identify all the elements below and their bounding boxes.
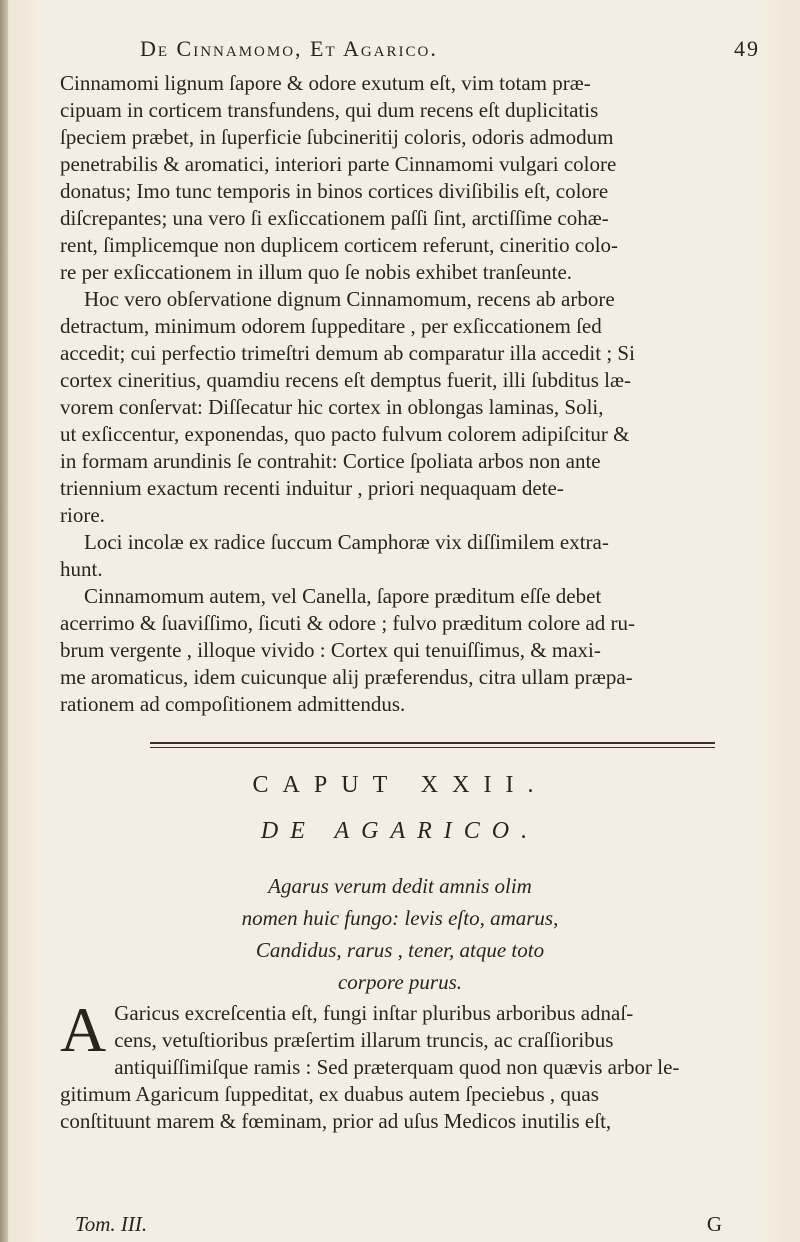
section-divider [150,742,715,748]
text-line: cens, vetuſtioribus præſertim illarum truncis, ac craſſioribus [114,1028,614,1052]
text-line: rationem ad compoſitionem admittendus. [60,692,406,716]
chapter-text [60,994,760,1135]
text-line: brum vergente , illoque vivido : Cortex qui tenuiſſimus, & maxi- [60,638,601,662]
main-text [60,70,760,718]
verse-line: nomen huic fungo: levis eſto, amarus, [241,906,559,930]
page-footer [75,1212,722,1236]
text-line: Cinnamomi lignum ſapore & odore exutum eſt, vim totam præ- [60,71,591,95]
drop-cap: A [60,994,107,1065]
text-line: re per exſiccationem in illum quo ſe nobis exhibet tranſeunte. [60,260,573,284]
text-line: Loci incolæ ex radice ſuccum Camphoræ vix diſſimilem extra- [84,530,609,554]
paragraph-2 [60,286,760,529]
text-line: accedit; cui perfectio trimeſtri demum ab comparatur illa accedit ; Si [60,341,635,365]
text-line: Garicus excreſcentia eſt, fungi inſtar pluribus arboribus adnaſ- [114,1001,634,1025]
epigraph-verse [0,870,800,998]
text-line: triennium exactum recenti induitur , priori nequaquam dete- [60,476,564,500]
paragraph-4 [60,583,760,718]
text-line: ut exſiccentur, exponendas, quo pacto fulvum colorem adipiſcitur & [60,422,630,446]
text-line: conſtituunt marem & fœminam, prior ad uſus Medicos inutilis eſt, [60,1109,612,1133]
text-line: detractum, minimum odorem ſuppeditare , per exſiccationem ſed [60,314,602,338]
text-line: ſpeciem præbet, in ſuperficie ſubcineritij coloris, odoris admodum [60,125,614,149]
chapter-title: DE AGARICO. [260,818,540,844]
verse-line: Agarus verum dedit amnis olim [268,874,532,898]
text-line: vorem conſervat: Diſſecatur hic cortex in oblongas laminas, Soli, [60,395,604,419]
text-line: Hoc vero obſervatione dignum Cinnamomum, recens ab arbore [84,287,615,311]
running-title: De Cinnamomo, Et Agarico. [140,36,438,61]
text-line: Cinnamomum autem, vel Canella, ſapore præditum eſſe debet [84,584,602,608]
running-header [140,36,760,66]
text-line: antiquiſſimiſque ramis : Sed præterquam quod non quævis arbor le- [114,1055,680,1079]
text-line: me aromaticus, idem cuicunque alij præferendus, citra ullam præpa- [60,665,633,689]
paragraph-1 [60,70,760,286]
text-line: gitimum Agaricum ſuppeditat, ex duabus autem ſpeciebus , quas [60,1082,599,1106]
text-line: acerrimo & ſuaviſſimo, ſicuti & odore ; fulvo præditum colore ad ru- [60,611,636,635]
page-number: 49 [734,36,760,61]
text-line: penetrabilis & aromatici, interiori parte Cinnamomi vulgari colore [60,152,617,176]
verse-line: corpore purus. [337,970,463,994]
volume-mark: Tom. III. [75,1212,148,1236]
text-line: rent, ſimplicemque non duplicem corticem referunt, cineritio colo- [60,233,619,257]
text-line: cortex cineritius, quamdiu recens eſt demptus fuerit, illi ſubditus læ- [60,368,631,392]
paragraph-3 [60,529,760,583]
text-line: in formam arundinis ſe contrahit: Cortice ſpoliata arbos non ante [60,449,601,473]
signature-mark: G [706,1212,722,1236]
text-line: diſcrepantes; una vero ſi exſiccationem paſſi ſint, arctiſſime cohæ- [60,206,609,230]
text-line: cipuam in corticem transfundens, qui dum recens eſt duplicitatis [60,98,599,122]
verse-line: Candidus, rarus , tener, atque toto [255,938,545,962]
text-line: donatus; Imo tunc temporis in binos cortices diviſibilis eſt, colore [60,179,609,203]
text-line: riore. [60,503,105,527]
chapter-number: CAPUT XXII. [252,772,548,798]
text-line: hunt. [60,557,103,581]
page-gutter [0,0,8,1242]
